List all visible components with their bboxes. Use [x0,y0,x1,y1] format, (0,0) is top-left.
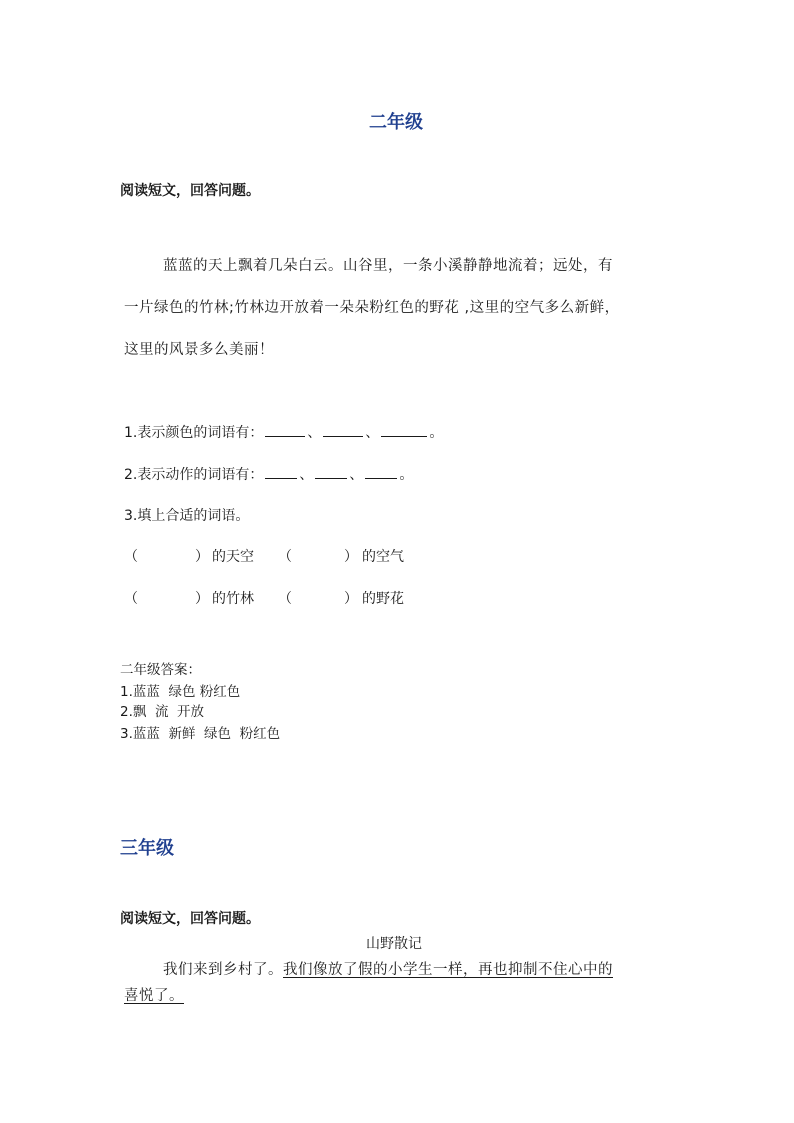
answer-blank-2a[interactable] [265,464,297,479]
question-1 [124,422,443,442]
fill-open-paren: （ [124,591,138,607]
question-2 [124,464,413,484]
grade2-instruction: 阅读短文，回答问题。 [120,183,260,199]
fill-text: 的空气 [362,549,404,565]
fill-text: 的野花 [362,591,404,607]
fill-open-paren: （ [278,549,292,565]
story-line-1-underlined: 我们像放了假的小学生一样，再也抑制不住心中的 [283,962,613,978]
answer-blank-1a[interactable] [265,422,305,437]
fill-close-paren: ） [344,591,358,607]
answer-blank-1c[interactable] [381,422,427,437]
story-line-2-underlined: 喜悦了。 [124,988,184,1004]
passage-line-1: 蓝蓝的天上飘着几朵白云。山谷里，一条小溪静静地流着；远处，有 [163,258,613,274]
passage-line-2: 一片绿色的竹林;竹林边开放着一朵朵粉红色的野花 ,这里的空气多么新鲜， [124,300,620,316]
separator: 、 [365,425,380,441]
answer-line-3: 3.蓝蓝 新鲜 绿色 粉红色 [120,726,281,742]
end-mark: 。 [429,425,444,441]
story-line-1-plain: 我们来到乡村了。 [163,962,283,978]
fill-open-paren: （ [278,591,292,607]
end-mark: 。 [399,467,414,483]
answer-blank-1b[interactable] [323,422,363,437]
answer-blank-2c[interactable] [365,464,397,479]
story-line-2 [124,984,184,1005]
story-line-1 [163,958,613,979]
question-3: 3.填上合适的词语。 [124,508,250,524]
passage-line-3: 这里的风景多么美丽！ [124,342,274,358]
fill-text: 的竹林 [212,591,254,607]
fill-close-paren: ） [195,549,209,565]
separator: 、 [299,467,314,483]
story-title: 山野散记 [366,936,422,952]
answer-blank-2b[interactable] [315,464,347,479]
fill-close-paren: ） [344,549,358,565]
grade2-title: 二年级 [369,112,423,133]
answers-title: 二年级答案： [120,662,201,678]
question-2-prefix: 2.表示动作的词语有： [124,467,264,483]
question-1-prefix: 1.表示颜色的词语有： [124,425,264,441]
separator: 、 [349,467,364,483]
fill-open-paren: （ [124,549,138,565]
answer-line-2: 2.飘 流 开放 [120,704,205,720]
fill-close-paren: ） [195,591,209,607]
grade3-instruction: 阅读短文，回答问题。 [120,911,260,927]
fill-text: 的天空 [212,549,254,565]
separator: 、 [307,425,322,441]
grade3-title: 三年级 [120,838,174,859]
answer-line-1: 1.蓝蓝 绿色 粉红色 [120,684,241,700]
